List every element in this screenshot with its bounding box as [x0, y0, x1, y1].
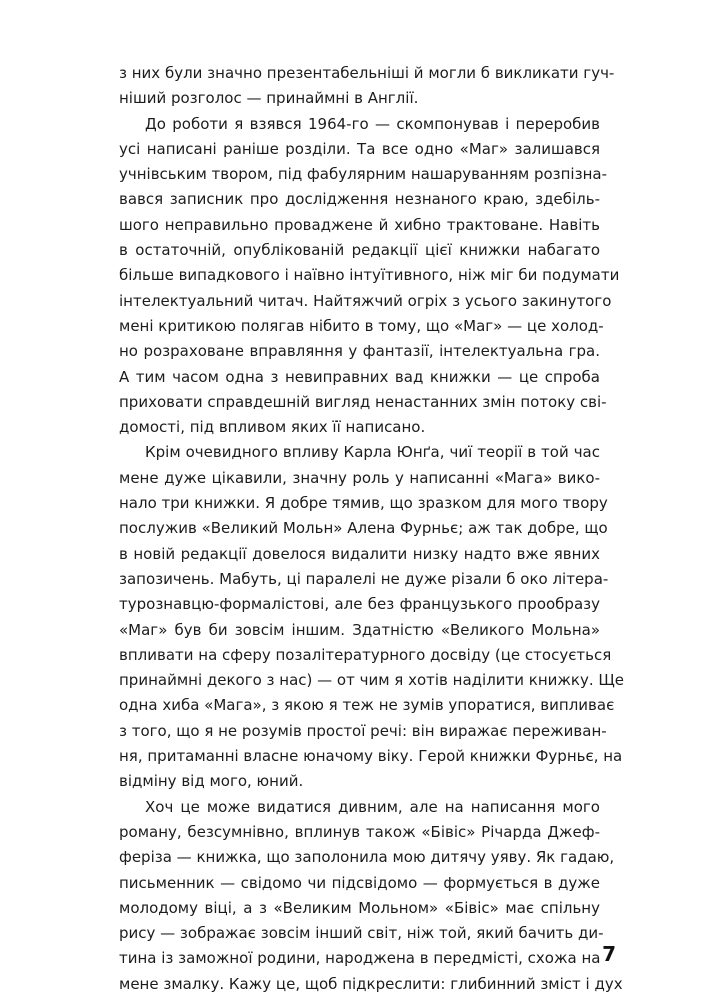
- text-line: запозичень. Мабуть, ці паралелі не дуже різали б око літера-: [119, 569, 609, 588]
- text-line: феріза — книжка, що заполонила мою дитячу уяву. Як гадаю,: [119, 848, 615, 867]
- text-line: більше випадкового і наївно інтуїтивного, ніж міг би подумати: [119, 266, 620, 285]
- text-line: письменник — свідомо чи підсвідомо — формується в дуже: [119, 873, 600, 892]
- text-line: впливати на сферу позалітературного досвіду (це стосується: [119, 645, 612, 664]
- text-line: но розраховане вправляння у фантазії, інтелектуальна гра.: [119, 342, 600, 361]
- text-line: мене змалку. Кажу це, щоб підкреслити: глибинний зміст і дух: [119, 974, 623, 993]
- body-text: [119, 61, 625, 997]
- text-line: в новій редакції довелося видалити низку надто вже явних: [119, 544, 600, 563]
- paragraph-first-line: Крім очевидного впливу Карла Юнґа, чиї теорії в той час: [145, 443, 600, 462]
- text-line: усі написані раніше розділи. Та все одно «Маг» залишався: [119, 139, 600, 158]
- text-line: тина із заможної родини, народжена в передмісті, схожа на: [119, 949, 601, 968]
- text-line: учнівським твором, під фабулярним нашаруванням розпізна-: [119, 165, 607, 184]
- text-line: шого неправильно проваджене й хибно трактоване. Навіть: [119, 215, 600, 234]
- text-line: ніший розголос — принаймні в Англії.: [119, 89, 419, 108]
- text-line: роману, безсумнівно, вплинув також «Бівіс» Річарда Джеф-: [119, 822, 600, 841]
- text-line: домості, під впливом яких її написано.: [119, 418, 426, 437]
- text-line: з них були значно презентабельніші й могли б викликати гуч-: [119, 64, 615, 82]
- text-line: мене дуже цікавили, значну роль у написанні «Мага» вико-: [119, 468, 600, 487]
- text-line: турознавцю-формалістові, але без французького прообразу: [119, 595, 600, 614]
- text-line: А тим часом одна з невиправних вад книжки — це спроба: [119, 367, 600, 386]
- text-line: послужив «Великий Мольн» Алена Фурньє; аж так добре, що: [119, 519, 608, 538]
- text-line: приховати справдешній вигляд ненастанних змін потоку сві-: [119, 392, 607, 411]
- text-line: одна хиба «Мага», з якою я теж не зумів упоратися, випливає: [119, 696, 615, 715]
- paragraph-first-line: До роботи я взявся 1964-го — скомпонував і переробив: [145, 114, 600, 133]
- text-line: «Маг» був би зовсім іншим. Здатністю «Великого Мольна»: [119, 620, 600, 639]
- paragraph-first-line: Хоч це може видатися дивним, але на написання мого: [145, 797, 600, 816]
- text-line: молодому віці, а з «Великим Мольном» «Бівіс» має спільну: [119, 898, 600, 917]
- text-line: мені критикою полягав нібито в тому, що «Маг» — це холод-: [119, 316, 604, 335]
- page-number: 7: [602, 942, 616, 966]
- text-line: принаймні декого з нас) — от чим я хотів наділити книжку. Ще: [119, 671, 625, 690]
- text-line: інтелектуальний читач. Найтяжчий огріх з усього закинутого: [119, 291, 612, 310]
- text-line: ня, притаманні власне юначому віку. Герой книжки Фурньє, на: [119, 747, 623, 766]
- text-line: рису — зображає зовсім інший світ, ніж той, який бачить ди-: [119, 924, 604, 943]
- text-line: відміну від мого, юний.: [119, 772, 304, 791]
- text-line: з того, що я не розумів простої речі: він виражає переживан-: [119, 721, 607, 740]
- text-line: нало три книжки. Я добре тямив, що зразком для мого твору: [119, 494, 608, 513]
- text-line: в остаточній, опублікованій редакції цієї книжки набагато: [119, 241, 600, 260]
- text-line: вався записник про дослідження незнаного краю, здебіль-: [119, 190, 600, 209]
